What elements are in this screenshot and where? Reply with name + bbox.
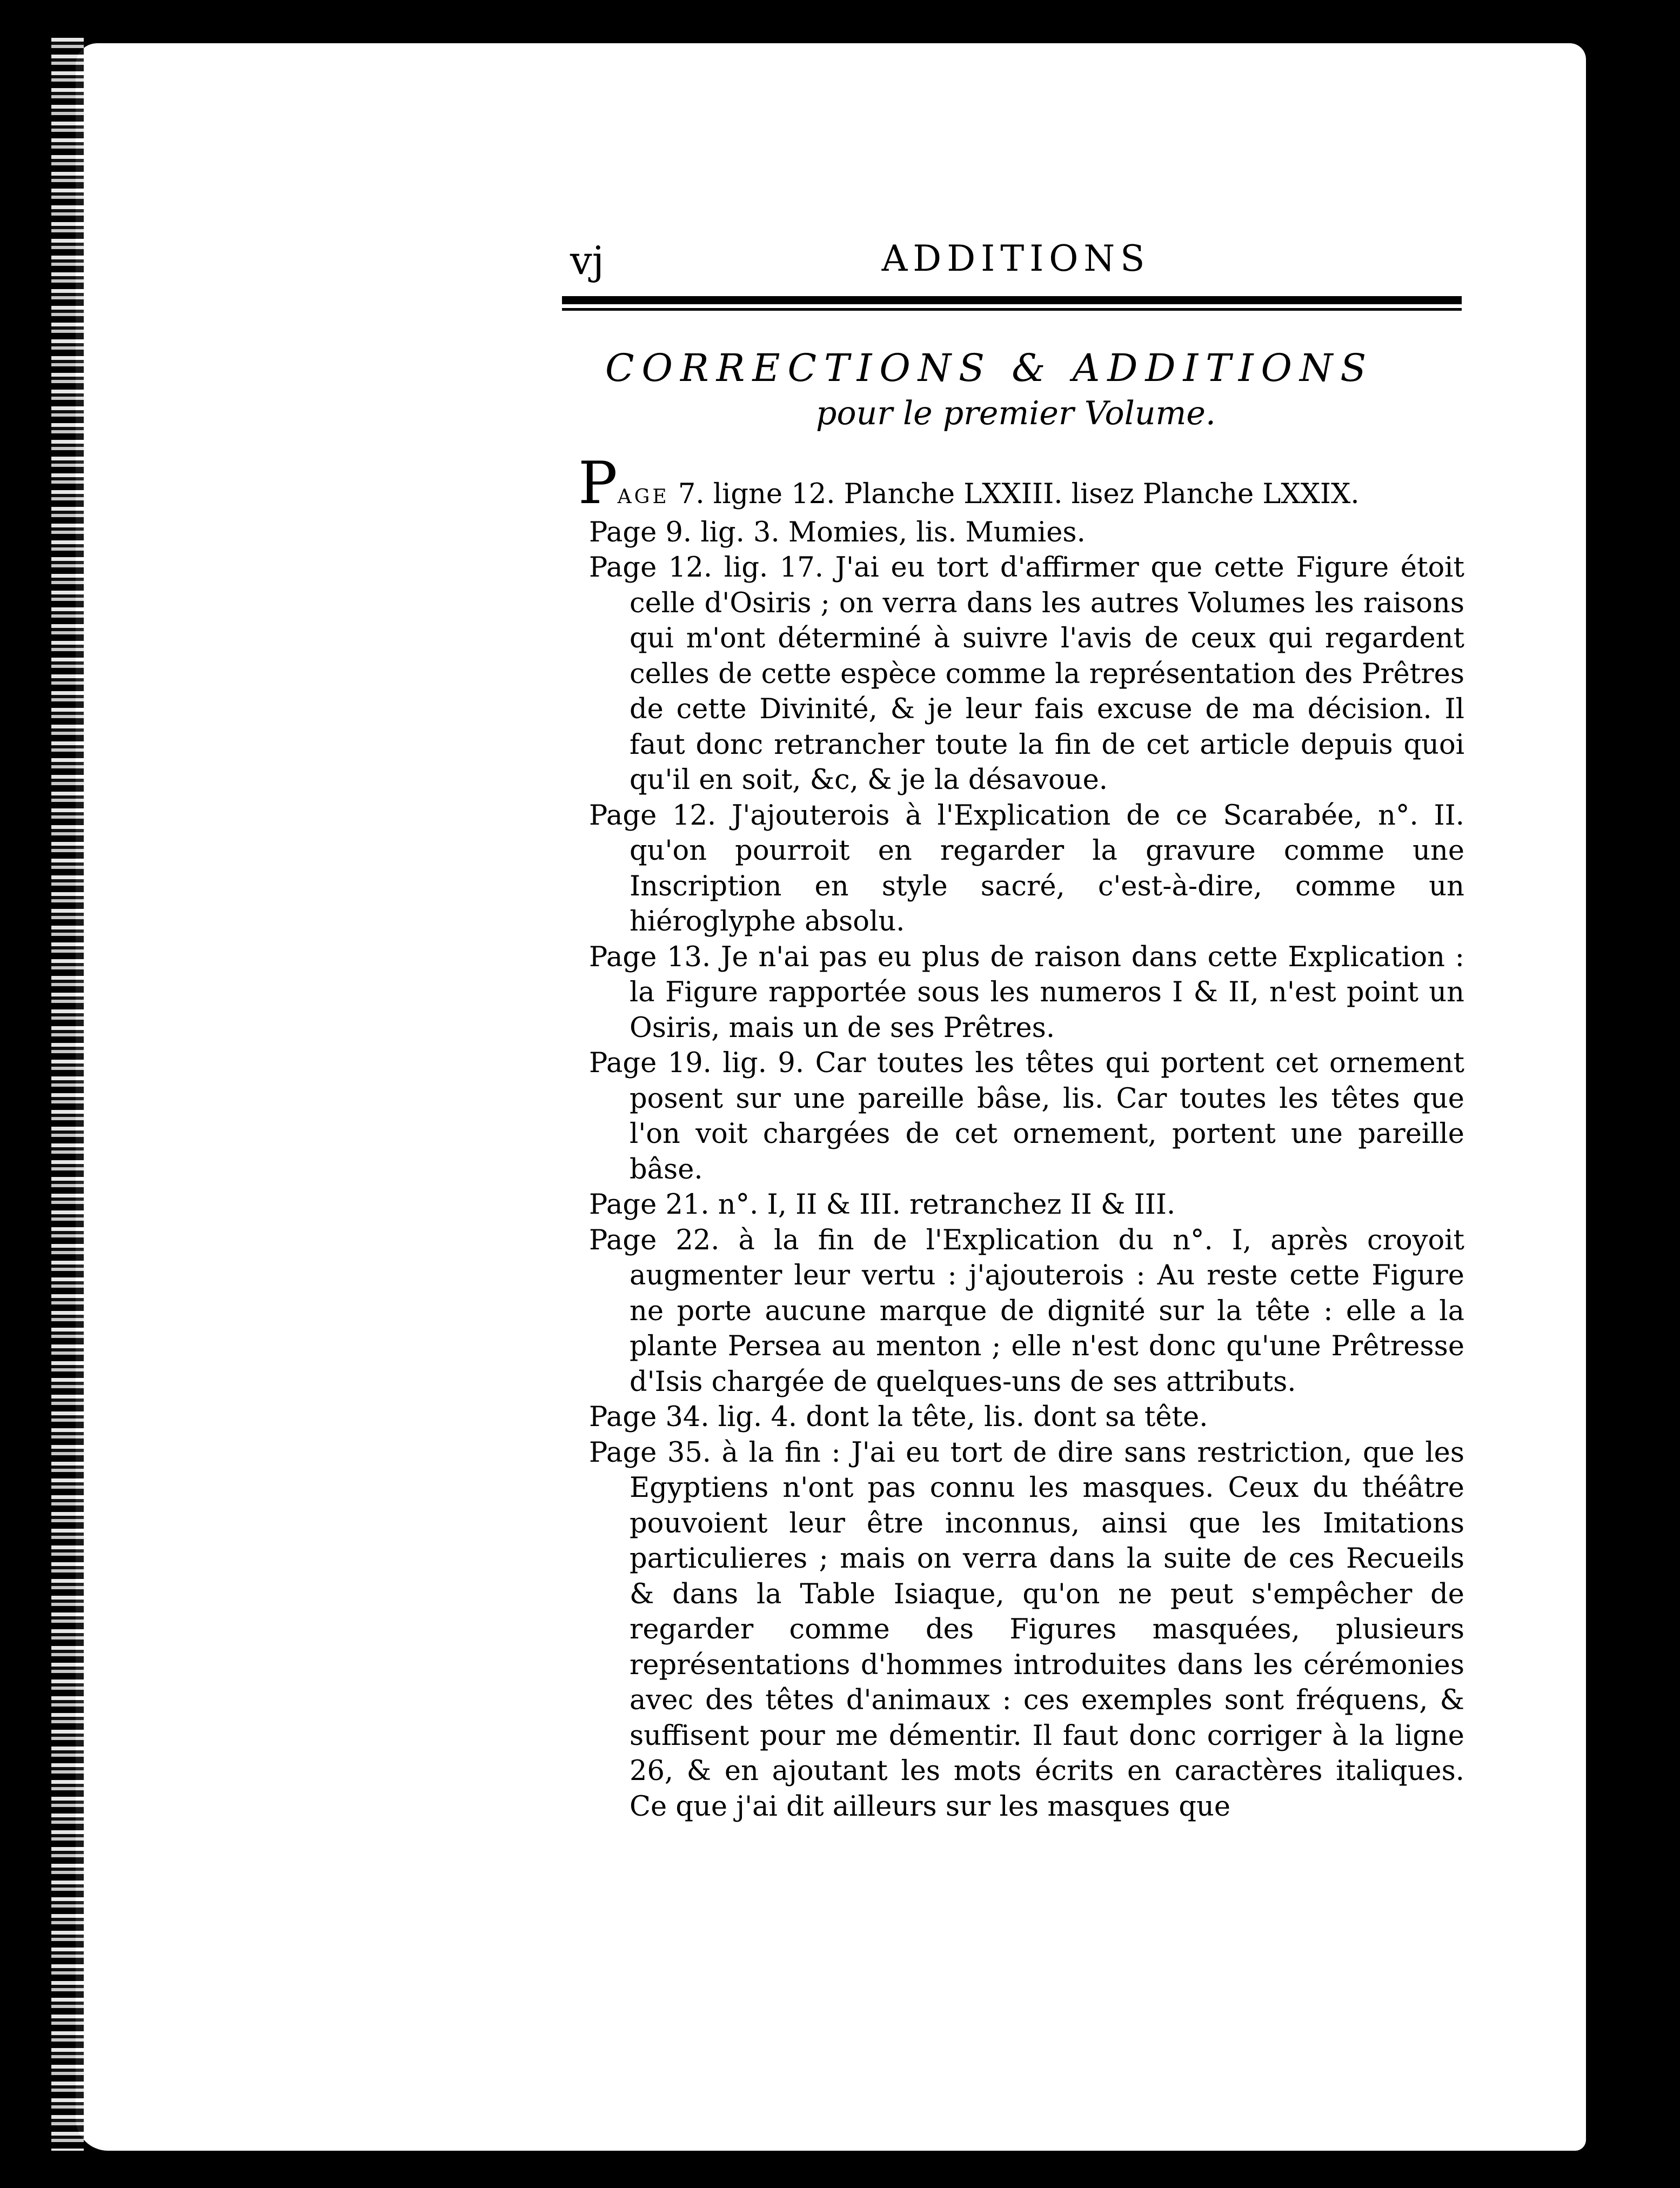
entry-text: 7. ligne 12. Planche LXXIII. lisez Planche LXXIX.: [669, 478, 1360, 510]
folio-number: vj: [570, 238, 604, 283]
header-rule-thin: [562, 308, 1462, 311]
drop-cap: P: [578, 450, 618, 517]
list-item: Page 12. J'ajouterois à l'Explication de ce Scarabée, n°. II. qu'on pourroit en regarder la gravure comme une Inscription en style sacré, c'est-à-dire, comme un hiéroglyphe absolu.: [589, 799, 1464, 938]
list-item: Page 21. n°. I, II & III. retranchez II & III.: [589, 1189, 1176, 1221]
running-title: ADDITIONS: [881, 238, 1150, 279]
list-item: Page 34. lig. 4. dont la tête, lis. dont sa tête.: [589, 1401, 1208, 1433]
section-subtitle: pour le premier Volume.: [816, 394, 1216, 432]
list-item: Page 12. lig. 17. J'ai eu tort d'affirmer que cette Figure étoit celle d'Osiris ; on verra dans les autres Volumes les raisons qui m'ont déterminé à suivre l'avis de ceux qui regardent celles de cette espèce comme la représentation des Prêtres de cette Divinité, & je leur fais excuse de ma décision. Il faut donc retrancher toute la fin de cet article depuis quoi qu'il en soit, &c, & je la désavoue.: [589, 552, 1464, 796]
list-item: Page 19. lig. 9. Car toutes les têtes qui portent cet ornement posent sur une pareille bâse, lis. Car toutes les têtes que l'on voit chargées de cet ornement, portent une pareille bâse.: [589, 1047, 1464, 1186]
page-edge-shadow: [51, 38, 84, 2151]
list-item: Page 9. lig. 3. Momies, lis. Mumies.: [589, 516, 1086, 548]
corrections-list: [578, 450, 1464, 1824]
section-title: CORRECTIONS & ADDITIONS: [605, 346, 1374, 390]
header-rule-thick: [562, 296, 1462, 304]
small-caps: AGE: [617, 486, 670, 508]
list-item: Page 22. à la fin de l'Explication du n°. I, après croyoit augmenter leur vertu : j'ajouterois : Au reste cette Figure ne porte aucune marque de dignité sur la tête : elle a la plante Persea au menton ; elle n'est donc qu'une Prêtresse d'Isis chargée de quelques-uns de ses attributs.: [589, 1224, 1464, 1398]
running-header: [570, 238, 1462, 281]
list-item: Page 13. Je n'ai pas eu plus de raison dans cette Explication : la Figure rapportée sous les numeros I & II, n'est point un Osiris, mais un de ses Prêtres.: [589, 941, 1464, 1044]
list-item: Page 35. à la fin : J'ai eu tort de dire sans restriction, que les Egyptiens n'ont pas connu les masques. Ceux du théâtre pouvoient leur être inconnus, ainsi que les Imitations particulieres ; mais on verra dans la suite de ces Recueils & dans la Table Isiaque, qu'on ne peut s'empêcher de regarder comme des Figures masquées, plusieurs représentations d'hommes introduites dans les cérémonies avec des têtes d'animaux : ces exemples sont fréquens, & suffisent pour me démentir. Il faut donc corriger à la ligne 26, & en ajoutant les mots écrits en caractères italiques. Ce que j'ai dit ailleurs sur les masques que: [589, 1436, 1464, 1823]
list-item: [578, 450, 1464, 517]
